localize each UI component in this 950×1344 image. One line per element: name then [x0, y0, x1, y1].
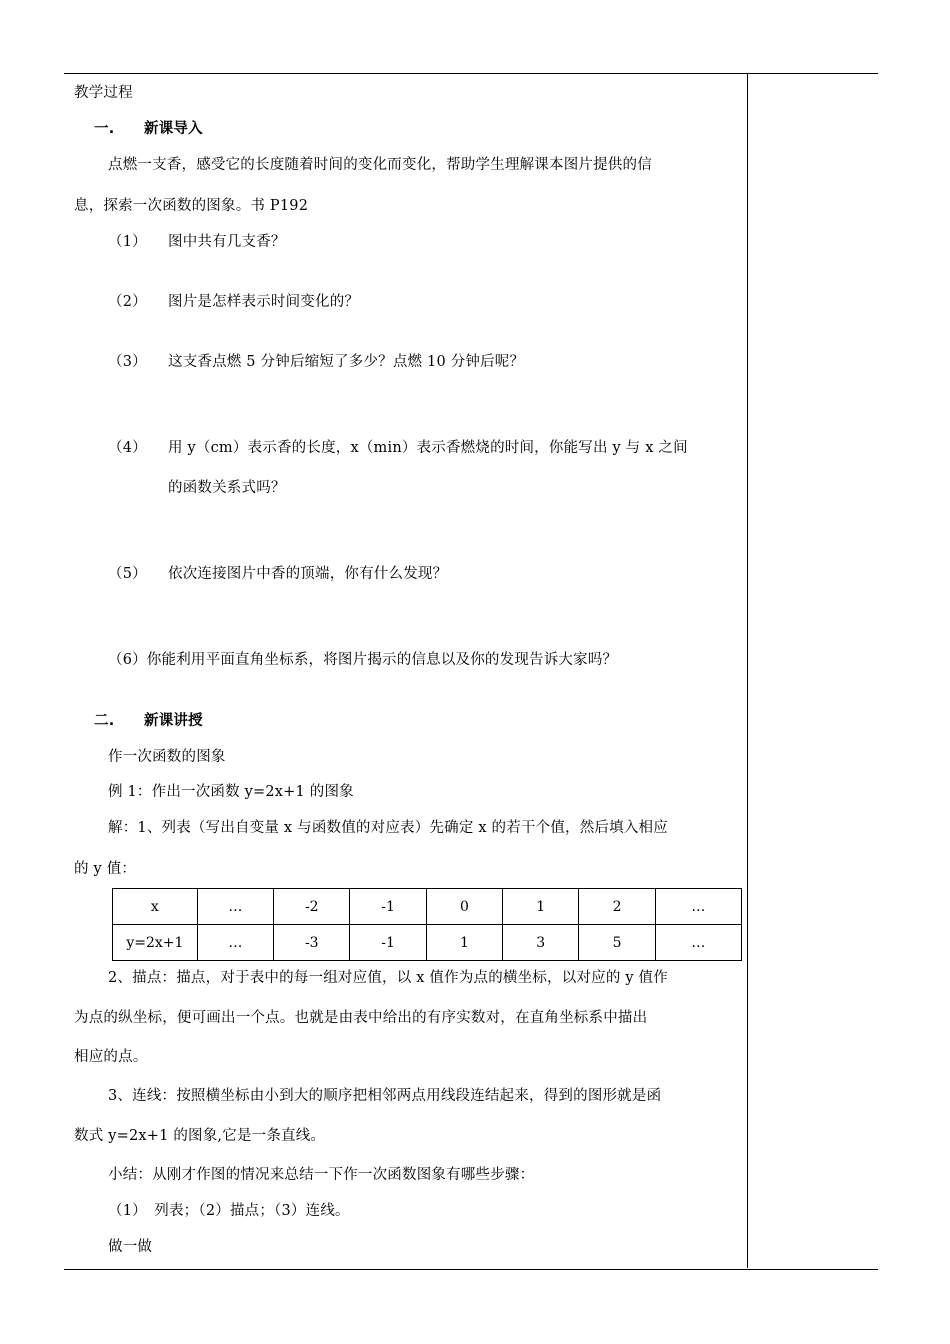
section1-number: 一. [94, 121, 115, 137]
table-cell: 0 [426, 889, 502, 925]
step1-line-1: 解：1、列表（写出自变量 x 与函数值的对应表）先确定 x 的若干个值，然后填入相应 [108, 820, 668, 836]
table-cell: … [655, 925, 741, 961]
step3-line-1: 3、连线：按照横坐标由小到大的顺序把相邻两点用线段连结起来，得到的图形就是函 [108, 1088, 662, 1104]
value-table [112, 888, 742, 961]
intro-line-1: 点燃一支香，感受它的长度随着时间的变化而变化，帮助学生理解课本图片提供的信 [108, 157, 652, 173]
table-cell: 5 [579, 925, 655, 961]
question-4 [108, 436, 688, 457]
table-cell: -1 [350, 889, 426, 925]
question-3 [108, 350, 524, 371]
column-divider [747, 73, 748, 1268]
table-cell: 1 [426, 925, 502, 961]
try-it: 做一做 [108, 1239, 153, 1255]
section1-title [94, 117, 203, 138]
summary-steps: （1） 列表；（2）描点；（3）连线。 [108, 1203, 350, 1219]
section2-title [94, 709, 203, 730]
step2-line-2: 为点的纵坐标，便可画出一个点。也就是由表中给出的有序实数对，在直角坐标系中描出 [74, 1010, 648, 1026]
table-cell: -2 [274, 889, 350, 925]
question-2-number: （2） [108, 294, 147, 310]
step3-line-2: 数式 y=2x+1 的图象,它是一条直线。 [74, 1128, 326, 1144]
table-cell: … [197, 889, 273, 925]
table-cell: x [113, 889, 198, 925]
section1-title-text: 新课导入 [144, 121, 203, 137]
example-1: 例 1：作出一次函数 y=2x+1 的图象 [108, 784, 354, 800]
table-cell: … [197, 925, 273, 961]
section2-title-text: 新课讲授 [144, 713, 203, 729]
question-5-text: 依次连接图片中香的顶端，你有什么发现？ [168, 566, 448, 582]
subtitle: 作一次函数的图象 [108, 749, 226, 765]
table-row-x [113, 889, 742, 925]
step1-line-2: 的 y 值： [74, 861, 137, 877]
question-5-number: （5） [108, 566, 147, 582]
table-row-y [113, 925, 742, 961]
step2-line-3: 相应的点。 [74, 1049, 148, 1065]
question-4-number: （4） [108, 440, 147, 456]
question-2 [108, 290, 359, 311]
question-5 [108, 562, 447, 583]
table-cell: 2 [579, 889, 655, 925]
section-heading: 教学过程 [74, 85, 133, 101]
table-cell: y=2x+1 [113, 925, 198, 961]
question-4-text: 用 y（cm）表示香的长度，x（min）表示香燃烧的时间，你能写出 y 与 x 之间 [168, 440, 688, 456]
intro-line-2: 息，探索一次函数的图象。书 P192 [74, 198, 309, 214]
question-1-number: （1） [108, 234, 147, 250]
step2-line-1: 2、描点：描点，对于表中的每一组对应值，以 x 值作为点的横坐标，以对应的 y 值作 [108, 970, 668, 986]
section2-number: 二. [94, 713, 115, 729]
question-1 [108, 230, 286, 251]
table-cell: -3 [274, 925, 350, 961]
question-4-continued: 的函数关系式吗？ [168, 480, 286, 496]
question-2-text: 图片是怎样表示时间变化的？ [168, 294, 360, 310]
question-6: （6）你能利用平面直角坐标系，将图片揭示的信息以及你的发现告诉大家吗？ [108, 652, 618, 668]
summary: 小结：从刚才作图的情况来总结一下作一次函数图象有哪些步骤： [108, 1167, 535, 1183]
question-1-text: 图中共有几支香？ [168, 234, 286, 250]
table-cell: … [655, 889, 741, 925]
question-3-number: （3） [108, 354, 147, 370]
table-cell: -1 [350, 925, 426, 961]
table-cell: 3 [503, 925, 579, 961]
table-cell: 1 [503, 889, 579, 925]
question-3-text: 这支香点燃 5 分钟后缩短了多少？点燃 10 分钟后呢？ [168, 354, 525, 370]
